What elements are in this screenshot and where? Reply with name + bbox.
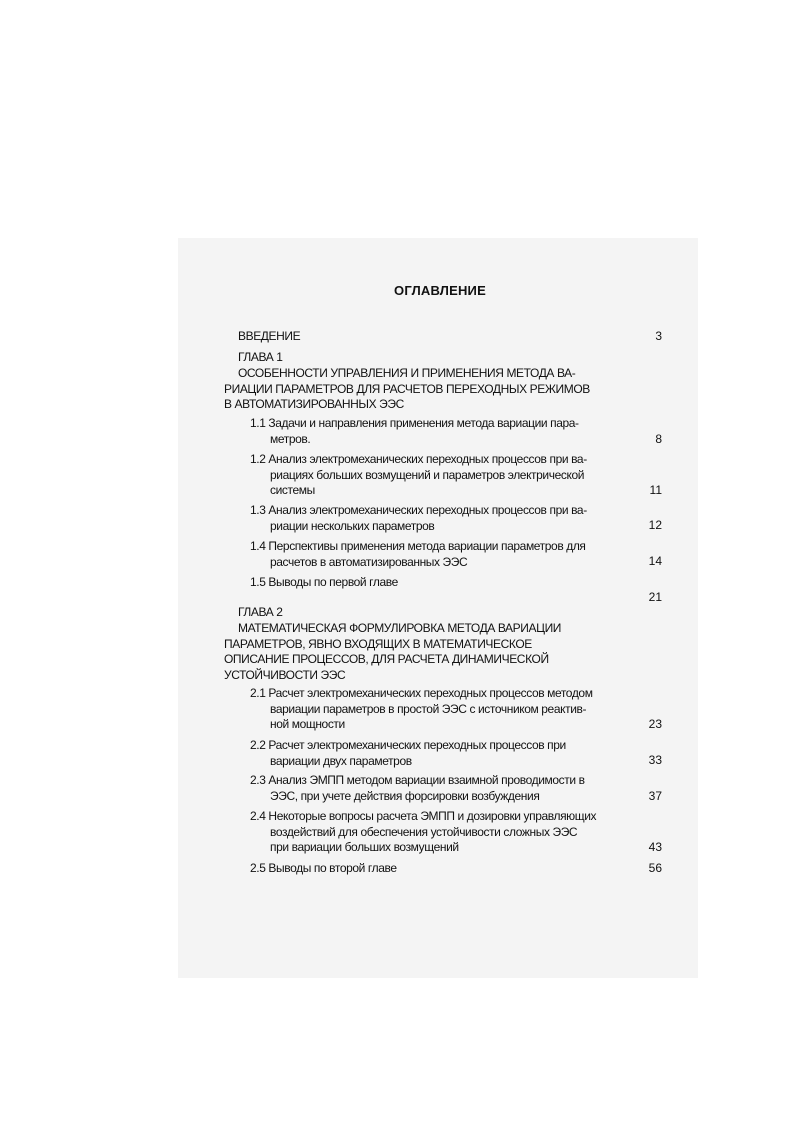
toc-page-2-3: 37 [648,789,662,803]
section-line: системы [270,483,315,497]
section-number: 1.1 [250,416,266,430]
chapter2-title-line: УСТОЙЧИВОСТИ ЭЭС [224,667,346,682]
chapter2-title [224,621,610,683]
toc-intro-label: ВВЕДЕНИЕ [238,329,301,343]
section-line: Выводы по второй главе [268,861,397,875]
section-line: вариации двух параметров [270,753,412,768]
toc-section-2-1 [250,686,610,733]
section-line: Анализ ЭМПП методом вариации взаимной проводимости в [268,773,585,787]
section-number: 2.4 [250,809,266,823]
toc-intro-page: 3 [655,329,662,343]
chapter2-title-line: ПАРАМЕТРОВ, ЯВНО ВХОДЯЩИХ В МАТЕМАТИЧЕСКОЕ [224,636,532,651]
toc-page-2-1: 23 [648,717,662,731]
section-line: воздействий для обеспечения устойчивости сложных ЭЭС [270,824,578,839]
section-line: Расчет электромеханических переходных процессов методом [268,686,593,700]
toc-title: ОГЛАВЛЕНИЕ [394,283,486,298]
section-line: метров. [270,431,311,446]
section-line: Анализ электромеханических переходных процессов при ва- [268,452,587,466]
section-number: 2.1 [250,686,266,700]
section-line: Некоторые вопросы расчета ЭМПП и дозировки управляющих [268,809,597,823]
section-line: риациях больших возмущений и параметров электрической [270,467,585,482]
section-number: 1.2 [250,452,266,466]
section-line: Анализ электромеханических переходных процессов при ва- [268,503,587,517]
toc-page-1-4: 14 [648,554,662,568]
toc-section-1-3 [250,503,610,534]
toc-section-1-4 [250,539,610,570]
toc-page-1-5: 21 [648,590,662,604]
toc-section-2-2 [250,738,610,769]
toc-section-1-2 [250,452,610,499]
section-number: 2.5 [250,861,266,875]
chapter2-label: ГЛАВА 2 [238,605,283,619]
toc-section-2-5 [250,861,610,877]
section-number: 2.3 [250,773,266,787]
section-line: вариации параметров в простой ЭЭС с источником реактив- [270,701,587,716]
chapter2-title-line: ОПИСАНИЕ ПРОЦЕССОВ, ДЛЯ РАСЧЕТА ДИНАМИЧЕСКОЙ [224,652,549,666]
section-line: риации нескольких параметров [270,518,435,533]
section-line: Выводы по первой главе [268,575,398,589]
toc-page-2-2: 33 [648,753,662,767]
section-line: Перспективы применения метода вариации параметров для [268,539,586,553]
section-number: 1.3 [250,503,266,517]
toc-page-1-3: 12 [648,518,662,532]
toc-page-2-4: 43 [648,840,662,854]
toc-section-2-4 [250,809,610,856]
section-line: Расчет электромеханических переходных процессов при [268,738,566,752]
section-line: Задачи и направления применения метода вариации пара- [268,416,579,430]
chapter1-title-line: РИАЦИИ ПАРАМЕТРОВ ДЛЯ РАСЧЕТОВ ПЕРЕХОДНЫХ РЕЖИМОВ [224,381,590,396]
section-line: ной мощности [270,717,345,731]
toc-section-1-5 [250,575,610,591]
section-number: 1.5 [250,575,266,589]
chapter1-title-line: ОСОБЕННОСТИ УПРАВЛЕНИЯ И ПРИМЕНЕНИЯ МЕТОДА ВА- [238,366,576,380]
toc-page-1-1: 8 [655,432,662,446]
section-number: 1.4 [250,539,266,553]
toc-section-2-3 [250,773,610,804]
chapter1-title-line: В АВТОМАТИЗИРОВАННЫХ ЭЭС [224,397,404,411]
chapter2-title-line: МАТЕМАТИЧЕСКАЯ ФОРМУЛИРОВКА МЕТОДА ВАРИАЦИИ [238,621,562,635]
chapter1-title [224,366,610,413]
toc-section-1-1 [250,416,610,447]
chapter1-label: ГЛАВА 1 [238,350,283,364]
section-line: расчетов в автоматизированных ЭЭС [270,554,468,569]
toc-page-2-5: 56 [648,861,662,875]
section-line: ЭЭС, при учете действия форсировки возбуждения [270,788,540,803]
section-number: 2.2 [250,738,266,752]
toc-page-1-2: 11 [649,483,662,497]
section-line: при вариации больших возмущений [270,840,459,854]
